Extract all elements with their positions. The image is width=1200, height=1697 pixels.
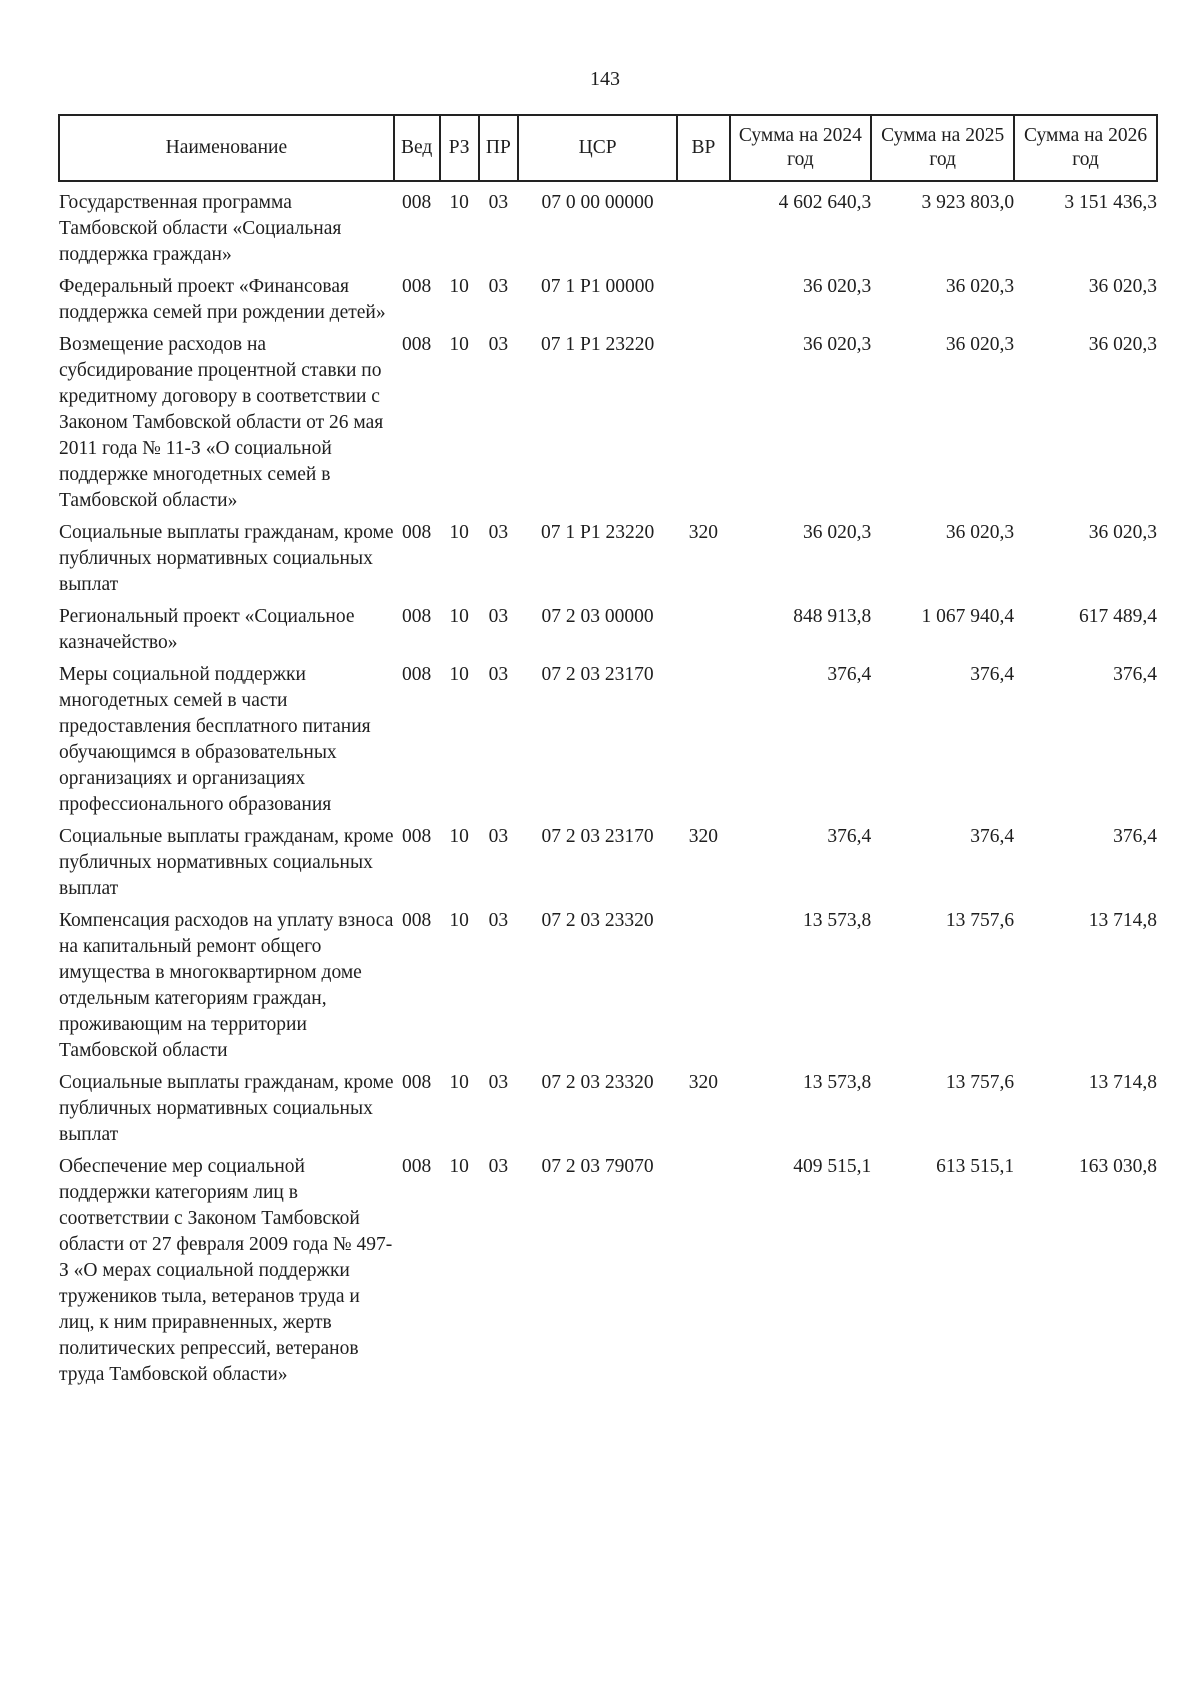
row-csr: 07 1 Р1 23220 (540, 522, 655, 543)
row-pr: 03 (488, 1156, 509, 1177)
row-vr: 320 (688, 1072, 718, 1093)
row-vr (677, 662, 729, 824)
header-pr: ПР (479, 115, 518, 181)
row-sum-2025: 36 020,3 (945, 522, 1015, 543)
header-ved: Вед (394, 115, 440, 181)
row-sum-2025: 13 757,6 (945, 1072, 1015, 1093)
row-sum-2024: 4 602 640,3 (778, 192, 872, 213)
row-rz: 10 (449, 664, 469, 685)
row-vr (677, 604, 729, 662)
row-name: Социальные выплаты гражданам, кроме публичных нормативных социальных выплат (59, 522, 394, 595)
row-ved: 008 (402, 192, 432, 213)
row-sum-2026: 376,4 (1113, 664, 1157, 685)
row-pr: 03 (488, 276, 509, 297)
row-sum-2026: 163 030,8 (1079, 1156, 1157, 1177)
row-vr (677, 1154, 729, 1394)
row-ved: 008 (402, 826, 432, 847)
header-vr: ВР (677, 115, 729, 181)
table-row (59, 181, 1157, 274)
row-ved: 008 (402, 664, 432, 685)
row-csr: 07 2 03 23320 (541, 910, 654, 931)
row-ved: 008 (402, 522, 432, 543)
row-rz: 10 (449, 1072, 469, 1093)
row-sum-2024: 36 020,3 (803, 276, 872, 297)
row-ved: 008 (402, 1072, 432, 1093)
row-csr: 07 2 03 00000 (541, 606, 654, 627)
row-sum-2025: 613 515,1 (936, 1156, 1015, 1177)
row-vr: 320 (688, 826, 718, 847)
row-name: Социальные выплаты гражданам, кроме публичных нормативных социальных выплат (59, 826, 394, 899)
row-pr: 03 (488, 192, 509, 213)
row-csr: 07 2 03 23320 (541, 1072, 654, 1093)
page-number: 143 (590, 68, 620, 90)
row-pr: 03 (488, 910, 509, 931)
row-sum-2025: 376,4 (970, 664, 1015, 685)
row-csr: 07 2 03 79070 (541, 1156, 654, 1177)
table-body (59, 181, 1157, 1394)
table-row (59, 1070, 1157, 1154)
row-sum-2025: 376,4 (970, 826, 1015, 847)
row-sum-2024: 848 913,8 (793, 606, 872, 627)
row-sum-2024: 36 020,3 (803, 334, 872, 355)
row-sum-2026: 36 020,3 (1088, 522, 1157, 543)
row-vr (677, 274, 729, 332)
row-csr: 07 1 Р1 00000 (540, 276, 655, 297)
row-vr: 320 (688, 522, 718, 543)
row-csr: 07 2 03 23170 (541, 826, 654, 847)
table-row (59, 824, 1157, 908)
row-ved: 008 (402, 910, 432, 931)
row-rz: 10 (449, 276, 469, 297)
header-sum-2025: Сумма на 2025 год (871, 115, 1014, 181)
row-vr (677, 332, 729, 520)
table-row (59, 662, 1157, 824)
table-row (59, 332, 1157, 520)
row-sum-2024: 409 515,1 (793, 1156, 872, 1177)
row-name: Социальные выплаты гражданам, кроме публичных нормативных социальных выплат (59, 1072, 394, 1145)
header-sum-2024: Сумма на 2024 год (730, 115, 872, 181)
row-sum-2026: 13 714,8 (1088, 910, 1157, 931)
row-ved: 008 (402, 1156, 432, 1177)
row-sum-2026: 36 020,3 (1088, 334, 1157, 355)
row-csr: 07 0 00 00000 (541, 192, 654, 213)
budget-table (58, 114, 1158, 1394)
row-sum-2024: 376,4 (827, 664, 872, 685)
row-sum-2024: 36 020,3 (803, 522, 872, 543)
row-sum-2026: 36 020,3 (1088, 276, 1157, 297)
row-pr: 03 (488, 1072, 509, 1093)
table-row (59, 1154, 1157, 1394)
table-header (59, 115, 1157, 181)
row-name: Меры социальной поддержки многодетных семей в части предоставления бесплатного питания обучающимся в образовательных организациях и организациях профессионального образования (59, 664, 371, 815)
row-sum-2025: 3 923 803,0 (921, 192, 1015, 213)
row-pr: 03 (488, 606, 509, 627)
row-sum-2025: 36 020,3 (945, 276, 1015, 297)
row-pr: 03 (488, 826, 509, 847)
row-sum-2024: 376,4 (827, 826, 872, 847)
row-sum-2025: 13 757,6 (945, 910, 1015, 931)
row-csr: 07 2 03 23170 (541, 664, 654, 685)
header-rz: РЗ (440, 115, 479, 181)
row-ved: 008 (402, 334, 432, 355)
table-row (59, 604, 1157, 662)
row-name: Компенсация расходов на уплату взноса на капитальный ремонт общего имущества в многоквартирном доме отдельным категориям граждан, проживающим на территории Тамбовской области (59, 910, 394, 1061)
row-sum-2026: 376,4 (1113, 826, 1157, 847)
row-pr: 03 (488, 664, 509, 685)
header-row (59, 115, 1157, 181)
row-vr (677, 908, 729, 1070)
row-pr: 03 (488, 522, 509, 543)
row-name: Обеспечение мер социальной поддержки категориям лиц в соответствии с Законом Тамбовской области от 27 февраля 2009 года № 497-З «О мерах социальной поддержки тружеников тыла, ветеранов труда и лиц, к ним приравненных, жертв политических репрессий, ветеранов труда Тамбовской области» (59, 1156, 393, 1385)
header-csr: ЦСР (518, 115, 677, 181)
row-rz: 10 (449, 910, 469, 931)
row-ved: 008 (402, 276, 432, 297)
row-sum-2026: 617 489,4 (1079, 606, 1157, 627)
row-rz: 10 (449, 192, 469, 213)
row-sum-2026: 13 714,8 (1088, 1072, 1157, 1093)
table-row (59, 908, 1157, 1070)
row-sum-2025: 36 020,3 (945, 334, 1015, 355)
row-rz: 10 (449, 1156, 469, 1177)
row-name: Возмещение расходов на субсидирование процентной ставки по кредитному договору в соответствии с Законом Тамбовской области от 26 мая 2011 года № 11-З «О социальной поддержке многодетных семей в Тамбовской области» (59, 334, 384, 511)
row-rz: 10 (449, 522, 469, 543)
row-rz: 10 (449, 334, 469, 355)
row-name: Региональный проект «Социальное казначейство» (59, 606, 355, 653)
row-name: Федеральный проект «Финансовая поддержка семей при рождении детей» (59, 276, 386, 323)
row-rz: 10 (449, 606, 469, 627)
row-sum-2026: 3 151 436,3 (1064, 192, 1157, 213)
table-row (59, 520, 1157, 604)
header-name: Наименование (59, 115, 394, 181)
row-rz: 10 (449, 826, 469, 847)
row-name: Государственная программа Тамбовской области «Социальная поддержка граждан» (59, 192, 342, 265)
row-vr (677, 181, 729, 274)
row-sum-2025: 1 067 940,4 (921, 606, 1015, 627)
table-row (59, 274, 1157, 332)
row-sum-2024: 13 573,8 (803, 910, 872, 931)
row-ved: 008 (402, 606, 432, 627)
row-csr: 07 1 Р1 23220 (540, 334, 655, 355)
row-pr: 03 (488, 334, 509, 355)
header-sum-2026: Сумма на 2026 год (1014, 115, 1157, 181)
row-sum-2024: 13 573,8 (803, 1072, 872, 1093)
